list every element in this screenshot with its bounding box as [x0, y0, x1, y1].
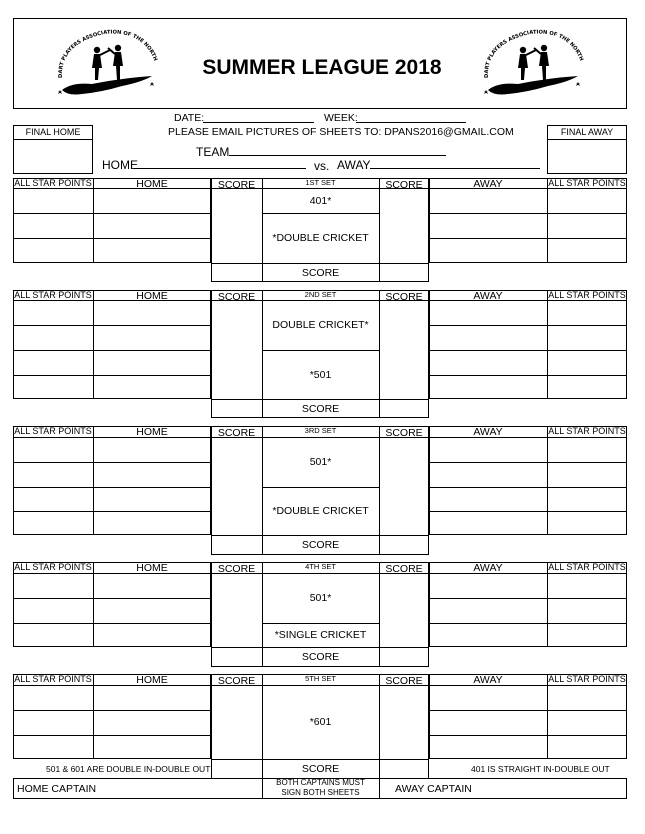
logo-left [52, 24, 164, 100]
home-all-star-points-field[interactable] [15, 600, 91, 621]
final-home-label: FINAL HOME [25, 127, 81, 137]
away-player-field[interactable] [431, 464, 545, 485]
set-total-score-label: SCORE [301, 539, 340, 551]
away-captain-signature[interactable] [472, 780, 624, 797]
home-column-header: HOME [136, 290, 168, 302]
right-rule-note: 401 IS STRAIGHT IN-DOUBLE OUT [471, 764, 610, 774]
dart-players-logo-icon [478, 24, 590, 100]
email-instructions: PLEASE EMAIL PICTURES OF SHEETS TO: DPANS2016@GMAIL.COM [168, 126, 514, 138]
away-all-star-points-field[interactable] [549, 489, 625, 509]
away-score-header: SCORE [385, 563, 423, 575]
set-name: 1ST SET [305, 178, 336, 187]
away-score-header: SCORE [385, 675, 423, 687]
home-player-field[interactable] [95, 352, 209, 373]
home-player-field[interactable] [95, 240, 209, 261]
away-score-field[interactable] [381, 439, 427, 533]
away-player-field[interactable] [431, 687, 545, 708]
away-set-total-field[interactable] [381, 401, 427, 416]
away-all-star-points-field[interactable] [549, 464, 625, 485]
home-all-star-points-field[interactable] [15, 464, 91, 485]
all-star-points-header: ALL STAR POINTS [14, 674, 92, 684]
set-name: 3RD SET [304, 426, 337, 435]
away-player-field[interactable] [431, 712, 545, 733]
home-player-field[interactable] [95, 464, 209, 485]
home-all-star-points-field[interactable] [15, 625, 91, 645]
home-player-field[interactable] [95, 575, 209, 596]
away-captain-label: AWAY CAPTAIN [395, 783, 472, 795]
team-label: TEAM [196, 145, 230, 159]
final-away-label: FINAL AWAY [560, 127, 614, 137]
home-player-field[interactable] [95, 513, 209, 533]
home-player-field[interactable] [95, 302, 209, 323]
game-1-label: DOUBLE CRICKET* [272, 319, 369, 331]
game-1-label: *601 [309, 716, 332, 728]
all-star-points-header: ALL STAR POINTS [548, 426, 626, 436]
home-score-field[interactable] [213, 439, 260, 533]
home-all-star-points-field[interactable] [15, 575, 91, 596]
home-score-field[interactable] [213, 687, 260, 757]
away-column-header: AWAY [473, 674, 503, 686]
away-column-header: AWAY [473, 290, 503, 302]
away-score-field[interactable] [381, 190, 427, 261]
away-all-star-points-field[interactable] [549, 625, 625, 645]
home-all-star-points-field[interactable] [15, 327, 91, 348]
vs-label: vs. [314, 159, 330, 173]
set-total-score-label: SCORE [301, 651, 340, 663]
game-2-label: *DOUBLE CRICKET [272, 232, 369, 244]
svg-text:DART PLAYERS ASSOCIATION OF TH [478, 24, 584, 78]
home-player-field[interactable] [95, 215, 209, 236]
away-player-field[interactable] [431, 215, 545, 236]
home-score-header: SCORE [217, 675, 256, 687]
away-all-star-points-field[interactable] [549, 190, 625, 211]
home-player-field[interactable] [95, 327, 209, 348]
away-team-field[interactable] [370, 157, 540, 169]
date-label: DATE: [174, 112, 205, 124]
logo-right-text: DART PLAYERS ASSOCIATION OF THE NORTH [483, 29, 585, 78]
home-score-field[interactable] [213, 302, 260, 397]
away-score-field[interactable] [381, 302, 427, 397]
home-all-star-points-field[interactable] [15, 190, 91, 211]
away-all-star-points-field[interactable] [549, 712, 625, 733]
set-total-score-label: SCORE [301, 266, 340, 279]
left-rule-note: 501 & 601 ARE DOUBLE IN-DOUBLE OUT [46, 764, 211, 774]
logo-right [478, 24, 590, 100]
dart-players-logo-icon [52, 24, 164, 100]
home-captain-signature[interactable] [100, 780, 260, 797]
game-2-label: *SINGLE CRICKET [274, 629, 367, 641]
home-set-total-field[interactable] [213, 649, 260, 665]
away-player-field[interactable] [431, 625, 545, 645]
page-title: SUMMER LEAGUE 2018 [202, 56, 442, 79]
away-all-star-points-field[interactable] [549, 687, 625, 708]
set-name: 4TH SET [305, 562, 336, 571]
logo-left-text: DART PLAYERS ASSOCIATION OF THE NORTH [57, 29, 159, 78]
away-player-field[interactable] [431, 513, 545, 533]
away-player-field[interactable] [431, 302, 545, 323]
away-all-star-points-field[interactable] [549, 352, 625, 373]
set-name: 5TH SET [305, 674, 336, 683]
home-all-star-points-field[interactable] [15, 712, 91, 733]
home-score-field[interactable] [213, 190, 260, 261]
home-all-star-points-field[interactable] [15, 513, 91, 533]
date-field[interactable] [203, 111, 314, 123]
away-set-total-field[interactable] [381, 649, 427, 665]
away-player-field[interactable] [431, 352, 545, 373]
away-score-field[interactable] [381, 575, 427, 645]
home-column-header: HOME [136, 178, 168, 190]
away-score-header: SCORE [385, 179, 423, 191]
away-score-header: SCORE [385, 291, 423, 303]
home-set-total-field[interactable] [213, 401, 260, 416]
game-1-label: 501* [309, 456, 332, 468]
away-all-star-points-field[interactable] [549, 737, 625, 757]
home-all-star-points-field[interactable] [15, 687, 91, 708]
all-star-points-header: ALL STAR POINTS [14, 562, 92, 572]
home-column-header: HOME [136, 426, 168, 438]
away-column-header: AWAY [473, 178, 503, 190]
home-player-field[interactable] [95, 712, 209, 733]
all-star-points-header: ALL STAR POINTS [548, 178, 626, 188]
away-player-field[interactable] [431, 489, 545, 509]
final-home-field[interactable] [15, 141, 91, 172]
home-column-header: HOME [136, 562, 168, 574]
all-star-points-header: ALL STAR POINTS [548, 562, 626, 572]
away-all-star-points-field[interactable] [549, 575, 625, 596]
away-player-field[interactable] [431, 737, 545, 757]
captains-note-line2: SIGN BOTH SHEETS [281, 788, 360, 797]
home-all-star-points-field[interactable] [15, 240, 91, 261]
home-set-total-field[interactable] [213, 761, 260, 777]
away-set-total-field[interactable] [381, 761, 427, 777]
away-player-field[interactable] [431, 377, 545, 397]
away-set-total-field[interactable] [381, 265, 427, 280]
away-all-star-points-field[interactable] [549, 302, 625, 323]
home-label: HOME [102, 158, 138, 172]
home-team-field[interactable] [134, 157, 306, 169]
away-all-star-points-field[interactable] [549, 240, 625, 261]
set-total-score-label: SCORE [301, 763, 340, 775]
home-score-header: SCORE [217, 427, 256, 439]
away-all-star-points-field[interactable] [549, 600, 625, 621]
svg-text:DART PLAYERS ASSOCIATION OF TH [52, 24, 158, 78]
home-column-header: HOME [136, 674, 168, 686]
home-score-field[interactable] [213, 575, 260, 645]
set-total-score-label: SCORE [301, 402, 340, 415]
home-player-field[interactable] [95, 600, 209, 621]
game-2-label: *501 [309, 368, 332, 381]
away-player-field[interactable] [431, 240, 545, 261]
week-field[interactable] [356, 111, 466, 123]
home-score-header: SCORE [217, 291, 256, 303]
week-label: WEEK: [324, 112, 358, 124]
all-star-points-header: ALL STAR POINTS [548, 290, 626, 300]
all-star-points-header: ALL STAR POINTS [14, 178, 92, 188]
away-column-header: AWAY [473, 562, 503, 574]
home-player-field[interactable] [95, 687, 209, 708]
home-captain-label: HOME CAPTAIN [17, 783, 97, 795]
home-all-star-points-field[interactable] [15, 489, 91, 509]
home-all-star-points-field[interactable] [15, 352, 91, 373]
home-all-star-points-field[interactable] [15, 439, 91, 460]
home-all-star-points-field[interactable] [15, 215, 91, 236]
away-label: AWAY [337, 158, 371, 172]
captains-note-line1: BOTH CAPTAINS MUST [276, 778, 365, 787]
game-1-label: 501* [309, 592, 332, 604]
home-all-star-points-field[interactable] [15, 302, 91, 323]
home-player-field[interactable] [95, 737, 209, 757]
away-player-field[interactable] [431, 575, 545, 596]
home-player-field[interactable] [95, 377, 209, 397]
away-score-field[interactable] [381, 687, 427, 757]
home-player-field[interactable] [95, 190, 209, 211]
away-all-star-points-field[interactable] [549, 439, 625, 460]
away-all-star-points-field[interactable] [549, 513, 625, 533]
set-name: 2ND SET [304, 290, 337, 299]
home-all-star-points-field[interactable] [15, 737, 91, 757]
away-column-header: AWAY [473, 426, 503, 438]
away-all-star-points-field[interactable] [549, 377, 625, 397]
away-player-field[interactable] [431, 190, 545, 211]
away-all-star-points-field[interactable] [549, 327, 625, 348]
away-all-star-points-field[interactable] [549, 215, 625, 236]
game-2-label: *DOUBLE CRICKET [272, 505, 369, 517]
away-player-field[interactable] [431, 439, 545, 460]
home-set-total-field[interactable] [213, 537, 260, 553]
home-player-field[interactable] [95, 439, 209, 460]
away-score-header: SCORE [385, 427, 423, 439]
home-player-field[interactable] [95, 489, 209, 509]
home-all-star-points-field[interactable] [15, 377, 91, 397]
final-away-field[interactable] [549, 141, 625, 172]
home-player-field[interactable] [95, 625, 209, 645]
away-player-field[interactable] [431, 600, 545, 621]
home-score-header: SCORE [217, 179, 256, 191]
game-1-label: 401* [309, 195, 332, 207]
home-set-total-field[interactable] [213, 265, 260, 280]
away-set-total-field[interactable] [381, 537, 427, 553]
team-field[interactable] [229, 144, 446, 156]
all-star-points-header: ALL STAR POINTS [14, 290, 92, 300]
all-star-points-header: ALL STAR POINTS [14, 426, 92, 436]
away-player-field[interactable] [431, 327, 545, 348]
all-star-points-header: ALL STAR POINTS [548, 674, 626, 684]
home-score-header: SCORE [217, 563, 256, 575]
